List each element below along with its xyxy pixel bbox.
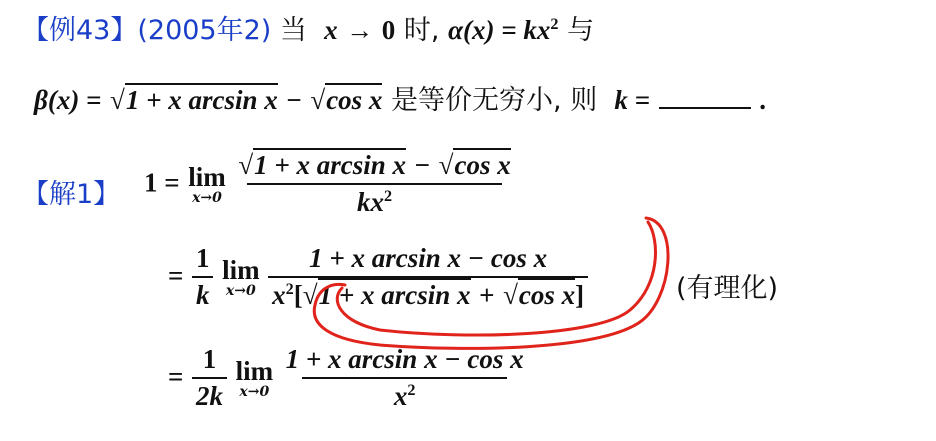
problem-label: 【例43】 xyxy=(22,15,138,46)
problem-line-2 xyxy=(34,78,766,117)
beta-lhs: β(x) = xyxy=(34,85,102,115)
step2-denominator: $x^2[√1 + x$ arcsin x + √cos x] xyxy=(268,276,588,311)
beta-minus: − xyxy=(286,85,302,115)
text-time: 时, xyxy=(403,15,440,46)
cond-arrow: → xyxy=(346,15,374,45)
k-equals: k = xyxy=(614,85,651,115)
answer-blank xyxy=(659,85,751,109)
beta-sqrt-2: cos x xyxy=(326,85,383,115)
period: . xyxy=(759,85,766,115)
text-when: 当 xyxy=(279,15,307,46)
step1-numerator: √1 + x arcsin x − √cos x xyxy=(238,150,511,180)
step3-denominator: $x^2$ xyxy=(302,377,507,412)
beta-sqrt-1: 1 + x arcsin x xyxy=(125,85,278,115)
step1-fraction xyxy=(234,150,514,218)
alpha-exponent: 2 xyxy=(550,15,559,33)
limit-operator: lim x→0 xyxy=(222,254,260,299)
step2-fraction xyxy=(268,243,588,311)
step3-coefficient: $\frac{1}{2k}$ xyxy=(192,344,227,412)
cond-lhs: x xyxy=(324,15,338,45)
step3-numerator: 1 + x arcsin x − cos x xyxy=(285,344,524,374)
limit-operator: lim x→0 xyxy=(235,355,274,400)
cond-rhs: 0 xyxy=(381,15,396,45)
step1-denominator: $kx^2$ xyxy=(247,183,502,218)
solution-step-2 xyxy=(168,243,588,311)
step3-equals: = xyxy=(168,361,184,392)
text-equivalent: 是等价无穷小, 则 xyxy=(391,85,598,116)
problem-line-1 xyxy=(22,8,594,47)
step2-equals: = xyxy=(168,260,184,291)
step2-numerator: 1 + x arcsin x − cos x xyxy=(309,243,548,273)
sqrt-sign: √ xyxy=(110,85,125,115)
rationalize-note: (有理化) xyxy=(676,273,779,304)
text-and: 与 xyxy=(567,15,595,46)
solution-label: 【解1】 xyxy=(22,179,121,210)
sqrt-sign: √ xyxy=(310,85,326,115)
solution-step-3 xyxy=(168,344,528,412)
alpha-definition: α(x) = kx xyxy=(448,15,551,45)
solution-step-1 xyxy=(144,150,515,218)
step1-lhs: 1 = xyxy=(144,167,180,198)
step3-fraction xyxy=(282,344,528,412)
step2-coefficient: $\frac{1}{k}$ xyxy=(192,243,214,311)
problem-source: (2005年2) xyxy=(137,15,272,46)
limit-operator: lim x→0 xyxy=(188,161,226,206)
